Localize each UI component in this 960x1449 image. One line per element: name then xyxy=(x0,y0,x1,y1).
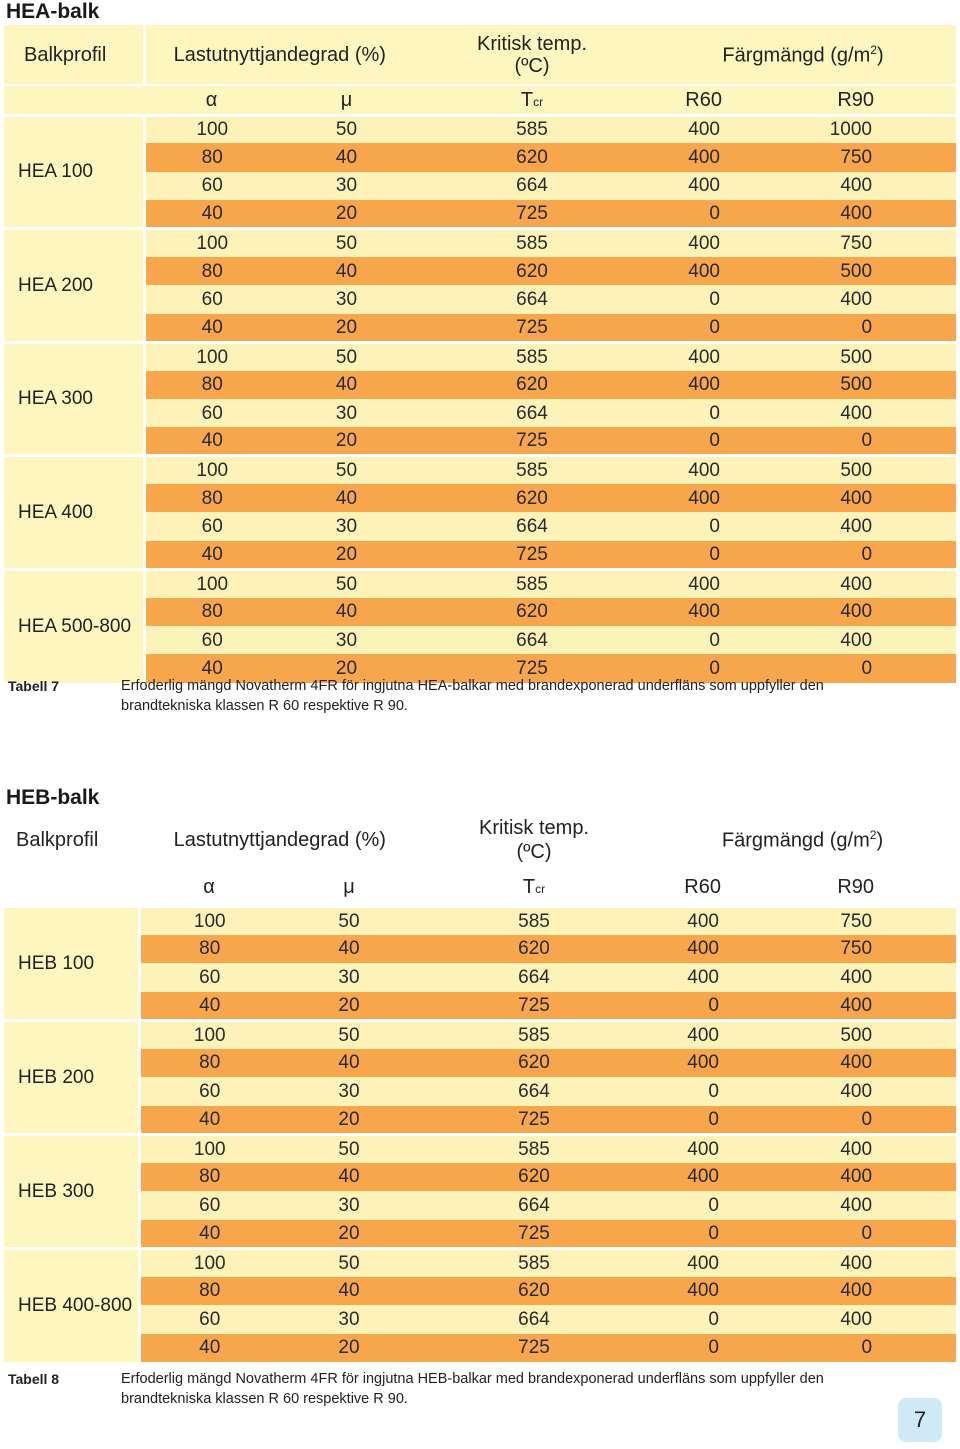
tcr-cell: 585 xyxy=(414,569,650,597)
mu-cell: 20 xyxy=(279,654,414,682)
r60-cell: 0 xyxy=(649,1220,779,1249)
tcr-cell: 664 xyxy=(419,1191,649,1220)
r90-cell: 400 xyxy=(779,992,956,1021)
r90-cell: 400 xyxy=(780,512,956,540)
table-row xyxy=(4,371,956,399)
hea-subheader-tcr xyxy=(414,85,650,115)
r90-cell: 400 xyxy=(779,1277,956,1306)
r90-cell: 0 xyxy=(780,314,956,342)
table-row xyxy=(4,1163,956,1192)
r60-cell: 400 xyxy=(649,1163,779,1192)
table-row xyxy=(4,992,956,1021)
r90-cell: 0 xyxy=(780,541,956,569)
tcr-cell: 620 xyxy=(414,257,650,285)
tcr-cell: 585 xyxy=(414,229,650,257)
mu-cell: 20 xyxy=(279,1334,419,1363)
alpha-cell: 60 xyxy=(144,512,279,540)
r90-cell: 400 xyxy=(780,569,956,597)
tcr-cell: 664 xyxy=(414,626,650,654)
alpha-cell: 80 xyxy=(139,1163,279,1192)
r60-cell: 0 xyxy=(650,285,780,313)
hea-header-paint-suffix: ) xyxy=(876,44,884,67)
r60-cell: 400 xyxy=(649,1248,779,1277)
profile-label: HEA 400 xyxy=(4,456,144,570)
alpha-cell: 60 xyxy=(139,1077,279,1106)
tcr-cell: 725 xyxy=(414,654,650,682)
table-row xyxy=(4,598,956,626)
r90-cell: 400 xyxy=(780,399,956,427)
table-row xyxy=(4,314,956,342)
table-row xyxy=(4,257,956,285)
hea-table xyxy=(4,25,956,683)
hea-header-critical-temp xyxy=(414,25,650,85)
r60-cell: 0 xyxy=(650,427,780,455)
table-row xyxy=(4,285,956,313)
tcr-cell: 620 xyxy=(419,1163,649,1192)
r60-cell: 400 xyxy=(649,1020,779,1049)
tcr-cell: 664 xyxy=(414,399,650,427)
heb-subheader-blank xyxy=(4,868,139,906)
hea-subheader-t-sub: cr xyxy=(533,94,544,109)
r60-cell: 400 xyxy=(649,935,779,964)
hea-subheader-r90: R90 xyxy=(780,85,956,115)
tcr-cell: 585 xyxy=(414,115,650,143)
mu-cell: 50 xyxy=(279,342,414,370)
r60-cell: 400 xyxy=(650,229,780,257)
alpha-cell: 100 xyxy=(139,1020,279,1049)
hea-header-critical-line2: (ºC) xyxy=(514,54,550,77)
r60-cell: 0 xyxy=(650,200,780,228)
r60-cell: 400 xyxy=(650,484,780,512)
alpha-cell: 80 xyxy=(144,598,279,626)
tcr-cell: 664 xyxy=(419,1305,649,1334)
table-row xyxy=(4,172,956,200)
tcr-cell: 620 xyxy=(414,371,650,399)
tcr-cell: 620 xyxy=(419,1049,649,1078)
r60-cell: 0 xyxy=(650,541,780,569)
mu-cell: 30 xyxy=(279,1191,419,1220)
alpha-cell: 60 xyxy=(144,626,279,654)
heb-subheader-alpha: α xyxy=(139,868,279,906)
alpha-cell: 60 xyxy=(144,285,279,313)
table-row xyxy=(4,1020,956,1049)
alpha-cell: 60 xyxy=(139,1305,279,1334)
mu-cell: 20 xyxy=(279,200,414,228)
table-row xyxy=(4,626,956,654)
profile-label: HEA 200 xyxy=(4,229,144,343)
heb-header-paint-prefix: Färgmängd (g/m xyxy=(721,829,870,852)
alpha-cell: 40 xyxy=(139,1106,279,1135)
r90-cell: 750 xyxy=(779,906,956,935)
r60-cell: 0 xyxy=(649,1077,779,1106)
mu-cell: 40 xyxy=(279,598,414,626)
tcr-cell: 585 xyxy=(414,342,650,370)
mu-cell: 30 xyxy=(279,626,414,654)
profile-label: HEB 100 xyxy=(4,906,139,1020)
hea-subheader-blank xyxy=(4,85,144,115)
alpha-cell: 60 xyxy=(144,399,279,427)
tcr-cell: 585 xyxy=(419,906,649,935)
heb-header-critical-temp xyxy=(419,812,649,868)
alpha-cell: 80 xyxy=(139,1049,279,1078)
r90-cell: 0 xyxy=(779,1220,956,1249)
table-row xyxy=(4,1106,956,1135)
tcr-cell: 664 xyxy=(419,1077,649,1106)
mu-cell: 40 xyxy=(279,935,419,964)
r90-cell: 0 xyxy=(779,1106,956,1135)
mu-cell: 20 xyxy=(279,1220,419,1249)
alpha-cell: 60 xyxy=(139,963,279,992)
table-row xyxy=(4,456,956,484)
alpha-cell: 100 xyxy=(144,569,279,597)
r90-cell: 400 xyxy=(780,285,956,313)
mu-cell: 30 xyxy=(279,1077,419,1106)
r60-cell: 400 xyxy=(650,115,780,143)
table-row xyxy=(4,569,956,597)
mu-cell: 20 xyxy=(279,992,419,1021)
profile-label: HEB 300 xyxy=(4,1134,139,1248)
heb-header-paint xyxy=(649,812,956,868)
alpha-cell: 100 xyxy=(139,1248,279,1277)
r60-cell: 400 xyxy=(650,569,780,597)
heb-header-paint-sup: 2 xyxy=(869,827,877,842)
mu-cell: 40 xyxy=(279,1163,419,1192)
alpha-cell: 40 xyxy=(139,992,279,1021)
mu-cell: 50 xyxy=(279,229,414,257)
table-row xyxy=(4,512,956,540)
table-row xyxy=(4,906,956,935)
heb-header-paint-suffix: ) xyxy=(876,829,884,852)
mu-cell: 20 xyxy=(279,427,414,455)
r60-cell: 400 xyxy=(649,906,779,935)
alpha-cell: 100 xyxy=(144,229,279,257)
table-row xyxy=(4,1049,956,1078)
tcr-cell: 585 xyxy=(419,1248,649,1277)
profile-label: HEA 500-800 xyxy=(4,569,144,683)
mu-cell: 30 xyxy=(279,172,414,200)
alpha-cell: 80 xyxy=(144,143,279,171)
r60-cell: 0 xyxy=(649,992,779,1021)
heb-subheader-row xyxy=(4,868,956,906)
hea-header-critical-line1: Kritisk temp. xyxy=(476,32,588,55)
alpha-cell: 100 xyxy=(144,456,279,484)
r60-cell: 400 xyxy=(649,1049,779,1078)
mu-cell: 40 xyxy=(279,371,414,399)
table-row xyxy=(4,1277,956,1306)
hea-subheader-mu: μ xyxy=(279,85,414,115)
r60-cell: 0 xyxy=(650,654,780,682)
heb-caption-text: Erfoderlig mängd Novatherm 4FR för ingjutna HEB-balkar med brandexponerad underfläns som uppfyller den brandtekniska klassen R 60 respektive R 90. xyxy=(121,1371,824,1407)
table-row xyxy=(4,1134,956,1163)
hea-header-profile: Balkprofil xyxy=(4,25,144,85)
mu-cell: 30 xyxy=(279,963,419,992)
page-number-badge: 7 xyxy=(898,1398,942,1442)
tcr-cell: 620 xyxy=(414,598,650,626)
table-row xyxy=(4,427,956,455)
r60-cell: 400 xyxy=(650,456,780,484)
table-row xyxy=(4,1334,956,1363)
mu-cell: 20 xyxy=(279,541,414,569)
heb-subheader-t-sub: cr xyxy=(535,881,546,896)
table-row xyxy=(4,935,956,964)
r60-cell: 400 xyxy=(649,963,779,992)
mu-cell: 20 xyxy=(279,1106,419,1135)
tcr-cell: 725 xyxy=(419,1220,649,1249)
tcr-cell: 620 xyxy=(419,935,649,964)
r90-cell: 0 xyxy=(780,427,956,455)
tcr-cell: 664 xyxy=(419,963,649,992)
heb-header-critical-line1: Kritisk temp. xyxy=(478,816,590,839)
mu-cell: 50 xyxy=(279,906,419,935)
table-row xyxy=(4,115,956,143)
r60-cell: 0 xyxy=(649,1191,779,1220)
r90-cell: 500 xyxy=(780,342,956,370)
heb-subheader-r60: R60 xyxy=(649,868,779,906)
alpha-cell: 40 xyxy=(144,427,279,455)
hea-caption-label: Tabell 7 xyxy=(8,678,60,694)
heb-header-critical-line2: (ºC) xyxy=(516,840,552,863)
tcr-cell: 664 xyxy=(414,172,650,200)
alpha-cell: 80 xyxy=(144,257,279,285)
alpha-cell: 40 xyxy=(144,541,279,569)
mu-cell: 50 xyxy=(279,115,414,143)
r90-cell: 400 xyxy=(780,598,956,626)
r90-cell: 400 xyxy=(779,1049,956,1078)
table-row xyxy=(4,963,956,992)
r60-cell: 400 xyxy=(650,598,780,626)
tcr-cell: 725 xyxy=(414,541,650,569)
r90-cell: 500 xyxy=(779,1020,956,1049)
mu-cell: 20 xyxy=(279,314,414,342)
r90-cell: 400 xyxy=(779,1134,956,1163)
hea-header-paint-prefix: Färgmängd (g/m xyxy=(722,44,871,67)
r90-cell: 500 xyxy=(780,456,956,484)
r60-cell: 400 xyxy=(649,1277,779,1306)
tcr-cell: 725 xyxy=(414,314,650,342)
alpha-cell: 40 xyxy=(144,314,279,342)
hea-header-row xyxy=(4,25,956,85)
alpha-cell: 80 xyxy=(139,1277,279,1306)
hea-subheader-alpha: α xyxy=(144,85,279,115)
r90-cell: 0 xyxy=(779,1334,956,1363)
r60-cell: 400 xyxy=(650,371,780,399)
alpha-cell: 60 xyxy=(139,1191,279,1220)
r90-cell: 400 xyxy=(779,1305,956,1334)
mu-cell: 30 xyxy=(279,512,414,540)
table-row xyxy=(4,143,956,171)
mu-cell: 40 xyxy=(279,484,414,512)
mu-cell: 50 xyxy=(279,1134,419,1163)
alpha-cell: 40 xyxy=(139,1334,279,1363)
r90-cell: 400 xyxy=(779,1163,956,1192)
mu-cell: 40 xyxy=(279,143,414,171)
hea-subheader-t: T xyxy=(520,88,534,111)
mu-cell: 50 xyxy=(279,456,414,484)
profile-label: HEA 300 xyxy=(4,342,144,456)
r60-cell: 400 xyxy=(650,172,780,200)
heb-subheader-t: T xyxy=(522,875,536,898)
tcr-cell: 585 xyxy=(419,1134,649,1163)
r90-cell: 400 xyxy=(780,172,956,200)
table-row xyxy=(4,399,956,427)
tcr-cell: 725 xyxy=(414,200,650,228)
profile-label: HEA 100 xyxy=(4,115,144,229)
r90-cell: 400 xyxy=(779,1077,956,1106)
heb-header-profile: Balkprofil xyxy=(4,812,139,868)
r60-cell: 400 xyxy=(650,143,780,171)
tcr-cell: 725 xyxy=(414,427,650,455)
r90-cell: 750 xyxy=(780,143,956,171)
mu-cell: 50 xyxy=(279,1248,419,1277)
r60-cell: 0 xyxy=(649,1305,779,1334)
heb-subheader-r90: R90 xyxy=(779,868,956,906)
profile-label: HEB 200 xyxy=(4,1020,139,1134)
r90-cell: 0 xyxy=(780,654,956,682)
table-row xyxy=(4,1077,956,1106)
table-row xyxy=(4,1220,956,1249)
heb-subheader-tcr xyxy=(419,868,649,906)
r90-cell: 400 xyxy=(779,1191,956,1220)
r60-cell: 400 xyxy=(649,1134,779,1163)
r90-cell: 750 xyxy=(779,935,956,964)
mu-cell: 50 xyxy=(279,1020,419,1049)
tcr-cell: 620 xyxy=(414,143,650,171)
alpha-cell: 100 xyxy=(144,115,279,143)
heb-section-title: HEB-balk xyxy=(6,786,100,809)
mu-cell: 30 xyxy=(279,1305,419,1334)
mu-cell: 50 xyxy=(279,569,414,597)
tcr-cell: 725 xyxy=(419,992,649,1021)
r90-cell: 400 xyxy=(780,626,956,654)
heb-header-row xyxy=(4,812,956,868)
table-row xyxy=(4,229,956,257)
r90-cell: 750 xyxy=(780,229,956,257)
r60-cell: 400 xyxy=(650,257,780,285)
r90-cell: 500 xyxy=(780,257,956,285)
r60-cell: 0 xyxy=(650,512,780,540)
mu-cell: 40 xyxy=(279,1049,419,1078)
tcr-cell: 725 xyxy=(419,1106,649,1135)
alpha-cell: 100 xyxy=(139,906,279,935)
hea-subheader-r60: R60 xyxy=(650,85,780,115)
r60-cell: 0 xyxy=(649,1334,779,1363)
tcr-cell: 620 xyxy=(414,484,650,512)
mu-cell: 30 xyxy=(279,285,414,313)
alpha-cell: 40 xyxy=(144,200,279,228)
table-row xyxy=(4,1305,956,1334)
r60-cell: 0 xyxy=(650,314,780,342)
heb-caption-label: Tabell 8 xyxy=(8,1371,60,1387)
alpha-cell: 100 xyxy=(139,1134,279,1163)
mu-cell: 40 xyxy=(279,1277,419,1306)
r60-cell: 0 xyxy=(650,626,780,654)
r90-cell: 1000 xyxy=(780,115,956,143)
alpha-cell: 80 xyxy=(144,484,279,512)
table-row xyxy=(4,541,956,569)
tcr-cell: 585 xyxy=(414,456,650,484)
alpha-cell: 80 xyxy=(144,371,279,399)
hea-section-title: HEA-balk xyxy=(6,0,100,23)
hea-subheader-row xyxy=(4,85,956,115)
alpha-cell: 40 xyxy=(144,654,279,682)
heb-table xyxy=(4,812,956,1362)
r60-cell: 400 xyxy=(650,342,780,370)
table-row xyxy=(4,1248,956,1277)
r90-cell: 400 xyxy=(779,963,956,992)
hea-header-paint-sup: 2 xyxy=(870,42,877,57)
hea-header-utilization: Lastutnyttjandegrad (%) xyxy=(144,25,414,85)
mu-cell: 30 xyxy=(279,399,414,427)
r90-cell: 400 xyxy=(780,200,956,228)
tcr-cell: 664 xyxy=(414,285,650,313)
tcr-cell: 620 xyxy=(419,1277,649,1306)
table-row xyxy=(4,484,956,512)
alpha-cell: 80 xyxy=(139,935,279,964)
r90-cell: 400 xyxy=(780,484,956,512)
alpha-cell: 100 xyxy=(144,342,279,370)
table-row xyxy=(4,342,956,370)
heb-header-utilization: Lastutnyttjandegrad (%) xyxy=(139,812,419,868)
mu-cell: 40 xyxy=(279,257,414,285)
table-row xyxy=(4,200,956,228)
alpha-cell: 60 xyxy=(144,172,279,200)
heb-subheader-mu: μ xyxy=(279,868,419,906)
tcr-cell: 725 xyxy=(419,1334,649,1363)
hea-header-paint xyxy=(650,25,956,85)
profile-label: HEB 400-800 xyxy=(4,1248,139,1362)
tcr-cell: 664 xyxy=(414,512,650,540)
hea-caption-text: Erfoderlig mängd Novatherm 4FR för ingjutna HEA-balkar med brandexponerad underfläns som uppfyller den brandtekniska klassen R 60 respektive R 90. xyxy=(121,678,824,714)
tcr-cell: 585 xyxy=(419,1020,649,1049)
r60-cell: 0 xyxy=(650,399,780,427)
table-row xyxy=(4,1191,956,1220)
r90-cell: 500 xyxy=(780,371,956,399)
alpha-cell: 40 xyxy=(139,1220,279,1249)
r90-cell: 400 xyxy=(779,1248,956,1277)
r60-cell: 0 xyxy=(649,1106,779,1135)
